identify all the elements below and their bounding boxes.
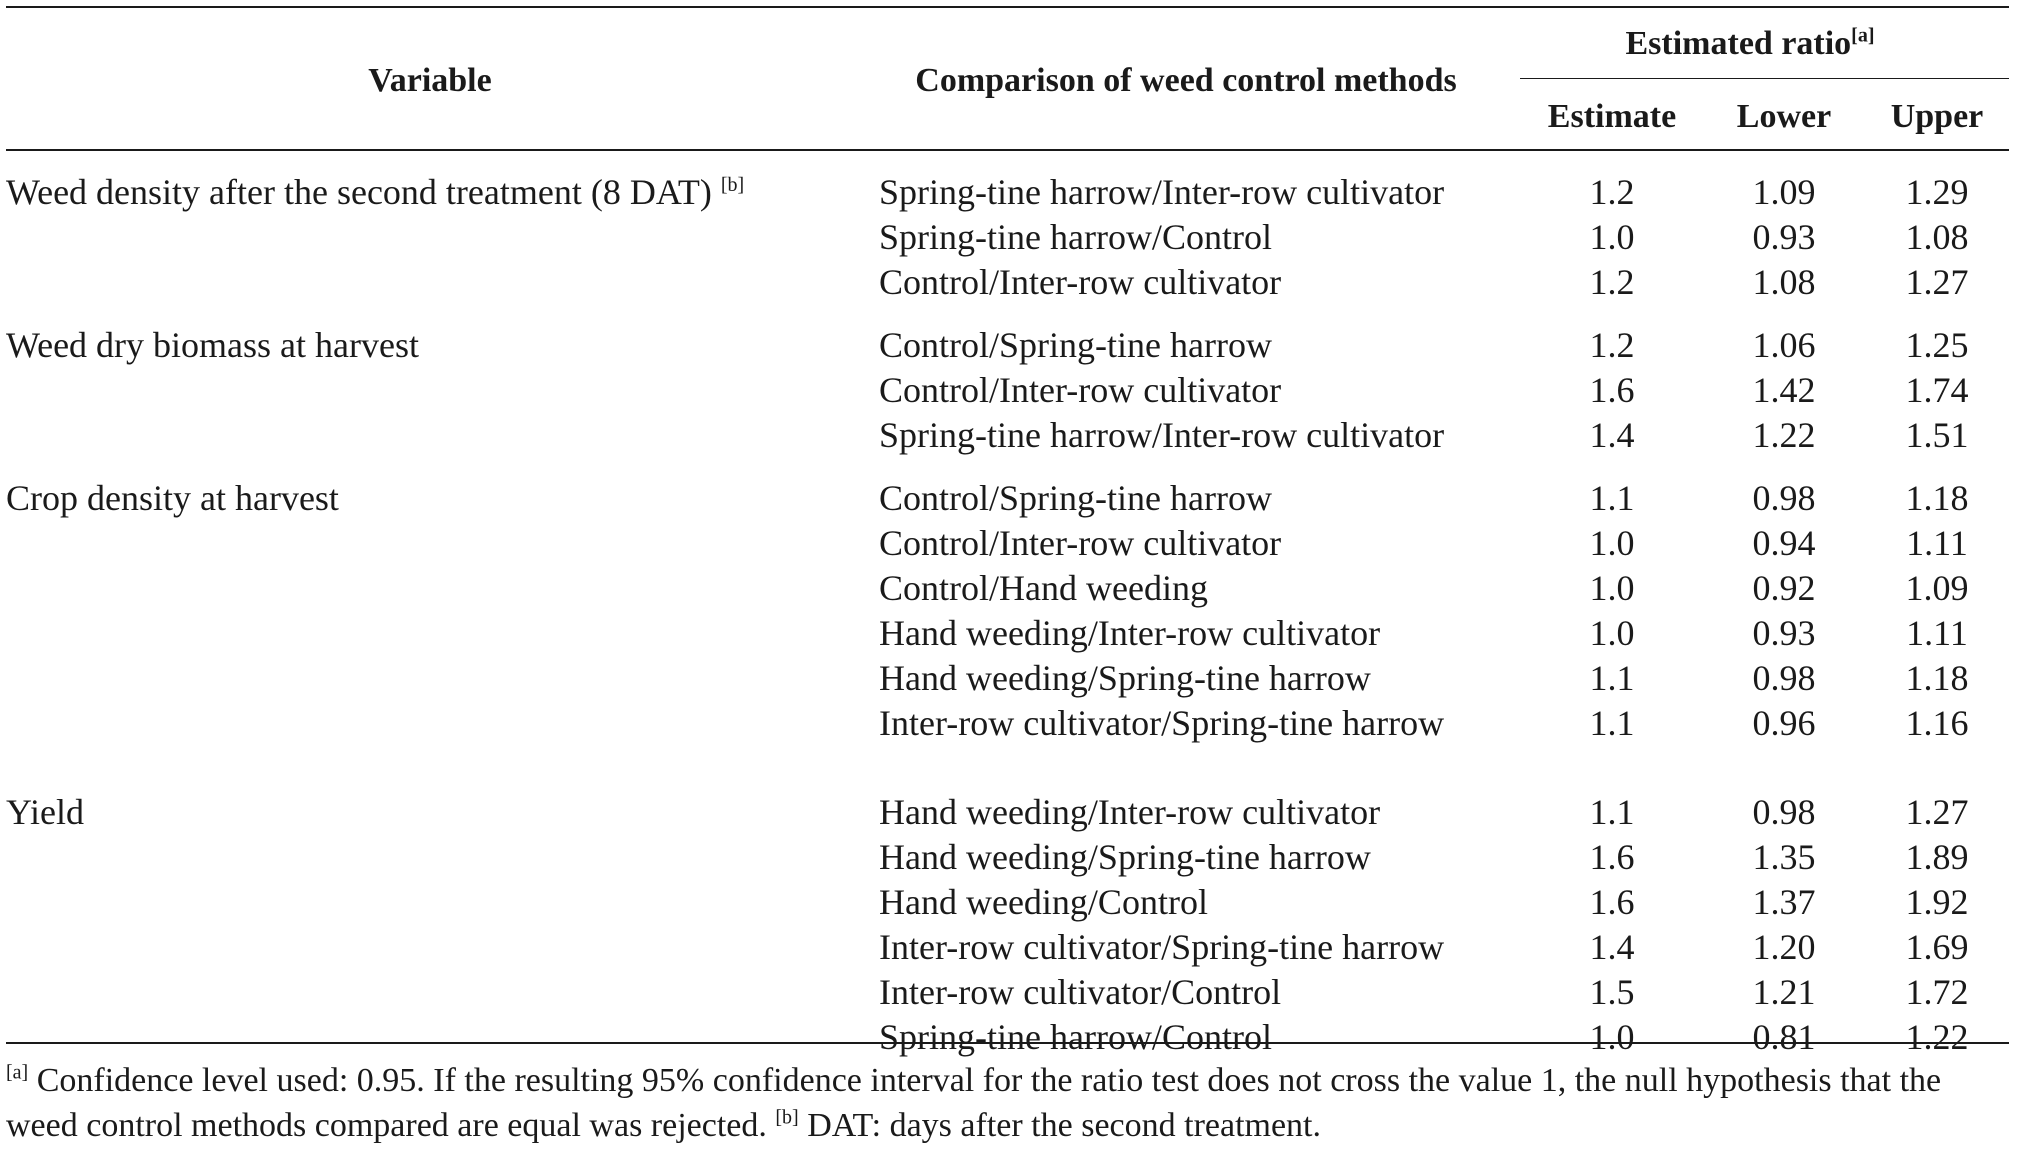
upper-cell: 1.69 <box>1905 927 1969 967</box>
comparison-cell: Hand weeding/Inter-row cultivator <box>879 613 1381 653</box>
upper-cell: 1.22 <box>1905 1017 1969 1057</box>
lower-cell: 1.08 <box>1752 262 1816 302</box>
footnote-a-mark: [a] <box>6 1061 29 1084</box>
estimated-ratio-footnote-mark: [a] <box>1851 24 1875 47</box>
estimate-cell: 1.4 <box>1589 927 1635 967</box>
variable-label: Weed dry biomass at harvest <box>6 325 419 365</box>
upper-cell: 1.27 <box>1905 262 1969 302</box>
estimate-cell: 1.1 <box>1589 658 1635 698</box>
variable-cell <box>6 476 339 520</box>
comparison-cell: Spring-tine harrow/Control <box>879 1017 1272 1057</box>
comparison-cell: Hand weeding/Inter-row cultivator <box>879 792 1381 832</box>
comparison-cell: Spring-tine harrow/Inter-row cultivator <box>879 172 1445 212</box>
comparison-cell: Inter-row cultivator/Spring-tine harrow <box>879 927 1445 967</box>
comparison-cell: Hand weeding/Control <box>879 882 1208 922</box>
upper-cell: 1.16 <box>1905 703 1969 743</box>
lower-cell: 0.98 <box>1752 792 1816 832</box>
lower-cell: 1.35 <box>1752 837 1816 877</box>
header-estimate: Estimate <box>1547 98 1677 135</box>
header-bottom-rule <box>6 149 2009 151</box>
estimate-cell: 1.5 <box>1589 972 1635 1012</box>
lower-cell: 0.93 <box>1752 217 1816 257</box>
comparison-cell: Control/Inter-row cultivator <box>879 523 1282 563</box>
estimate-cell: 1.4 <box>1589 415 1635 455</box>
upper-cell: 1.11 <box>1906 523 1968 563</box>
variable-cell <box>6 323 419 367</box>
header-upper: Upper <box>1890 98 1984 135</box>
lower-cell: 1.20 <box>1752 927 1816 967</box>
lower-cell: 0.98 <box>1752 478 1816 518</box>
variable-label: Crop density at harvest <box>6 478 339 518</box>
comparison-cell: Control/Spring-tine harrow <box>879 478 1272 518</box>
estimate-cell: 1.1 <box>1589 792 1635 832</box>
header-lower: Lower <box>1736 98 1832 135</box>
lower-cell: 0.93 <box>1752 613 1816 653</box>
upper-cell: 1.89 <box>1905 837 1969 877</box>
upper-cell: 1.09 <box>1905 568 1969 608</box>
upper-cell: 1.29 <box>1905 172 1969 212</box>
estimate-cell: 1.0 <box>1589 217 1635 257</box>
variable-footnote-mark: [b] <box>720 174 745 196</box>
header-estimated-ratio <box>1625 22 1874 66</box>
lower-cell: 1.22 <box>1752 415 1816 455</box>
variable-label: Yield <box>6 792 84 832</box>
lower-cell: 1.42 <box>1752 370 1816 410</box>
lower-cell: 0.96 <box>1752 703 1816 743</box>
header-sub-rule <box>1520 78 2009 79</box>
footnote-b-text: DAT: days after the second treatment. <box>798 1107 1322 1144</box>
upper-cell: 1.18 <box>1905 478 1969 518</box>
table-footnote <box>6 1058 2009 1148</box>
estimate-cell: 1.6 <box>1589 370 1635 410</box>
header-variable: Variable <box>368 62 492 99</box>
comparison-cell: Inter-row cultivator/Spring-tine harrow <box>879 703 1445 743</box>
comparison-cell: Control/Hand weeding <box>879 568 1208 608</box>
upper-cell: 1.08 <box>1905 217 1969 257</box>
lower-cell: 0.94 <box>1752 523 1816 563</box>
estimate-cell: 1.2 <box>1589 172 1635 212</box>
top-rule <box>6 6 2009 8</box>
lower-cell: 0.81 <box>1752 1017 1816 1057</box>
lower-cell: 1.06 <box>1752 325 1816 365</box>
estimated-ratio-label: Estimated ratio <box>1625 25 1852 62</box>
upper-cell: 1.18 <box>1905 658 1969 698</box>
comparison-cell: Spring-tine harrow/Control <box>879 217 1272 257</box>
footnote-b-mark: [b] <box>775 1106 799 1129</box>
comparison-cell: Hand weeding/Spring-tine harrow <box>879 658 1371 698</box>
upper-cell: 1.25 <box>1905 325 1969 365</box>
upper-cell: 1.72 <box>1905 972 1969 1012</box>
estimate-cell: 1.1 <box>1589 478 1635 518</box>
lower-cell: 1.09 <box>1752 172 1816 212</box>
estimate-cell: 1.2 <box>1589 325 1635 365</box>
comparison-cell: Control/Inter-row cultivator <box>879 262 1282 302</box>
estimate-cell: 1.2 <box>1589 262 1635 302</box>
lower-cell: 0.92 <box>1752 568 1816 608</box>
upper-cell: 1.51 <box>1905 415 1969 455</box>
estimate-cell: 1.0 <box>1589 1017 1635 1057</box>
variable-cell <box>6 790 84 834</box>
comparison-cell: Control/Inter-row cultivator <box>879 370 1282 410</box>
upper-cell: 1.11 <box>1906 613 1968 653</box>
upper-cell: 1.74 <box>1905 370 1969 410</box>
estimate-cell: 1.0 <box>1589 613 1635 653</box>
footnote-a-text: Confidence level used: 0.95. If the resulting 95% confidence interval for the ratio test does not cross the value 1, the null hypothesis that the weed control methods compared are equal was rejected. <box>6 1062 1942 1144</box>
bottom-rule <box>6 1042 2009 1044</box>
header-comparison: Comparison of weed control methods <box>915 62 1457 99</box>
comparison-cell: Inter-row cultivator/Control <box>879 972 1282 1012</box>
estimate-cell: 1.6 <box>1589 882 1635 922</box>
estimate-cell: 1.1 <box>1589 703 1635 743</box>
lower-cell: 1.37 <box>1752 882 1816 922</box>
upper-cell: 1.27 <box>1905 792 1969 832</box>
estimate-cell: 1.0 <box>1589 523 1635 563</box>
estimate-cell: 1.6 <box>1589 837 1635 877</box>
upper-cell: 1.92 <box>1905 882 1969 922</box>
variable-label: Weed density after the second treatment (8 DAT) <box>6 172 712 212</box>
lower-cell: 0.98 <box>1752 658 1816 698</box>
variable-cell <box>6 170 744 214</box>
comparison-cell: Hand weeding/Spring-tine harrow <box>879 837 1371 877</box>
lower-cell: 1.21 <box>1752 972 1816 1012</box>
comparison-cell: Control/Spring-tine harrow <box>879 325 1272 365</box>
estimate-cell: 1.0 <box>1589 568 1635 608</box>
comparison-cell: Spring-tine harrow/Inter-row cultivator <box>879 415 1445 455</box>
